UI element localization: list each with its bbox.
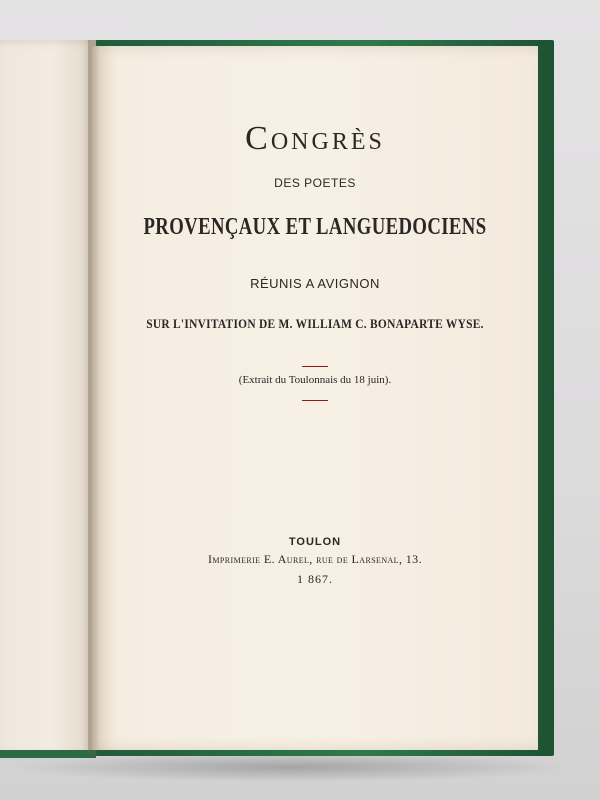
imprint-printer: Imprimerie E. Aurel, rue de Larsenal, 13. — [208, 552, 422, 566]
title-congres: Congrès — [245, 120, 385, 157]
subtitle-des-poetes: DES POETES — [274, 176, 356, 190]
subtitle-reunis: RÉUNIS A AVIGNON — [250, 276, 380, 291]
divider-rule-top — [302, 366, 328, 367]
imprint-place: TOULON — [288, 536, 342, 548]
divider-rule-bottom — [302, 400, 328, 401]
left-cover-edge — [0, 750, 96, 758]
subtitle-invitation: SUR L'INVITATION DE M. WILLIAM C. BONAPARTE WYSE. — [146, 316, 484, 331]
left-page — [0, 40, 96, 756]
subtitle-provencaux: PROVENÇAUX ET LANGUEDOCIENS — [143, 214, 487, 240]
extract-note: (Extrait du Toulonnais du 18 juin). — [238, 374, 392, 386]
imprint-year: 1 867. — [297, 572, 333, 586]
